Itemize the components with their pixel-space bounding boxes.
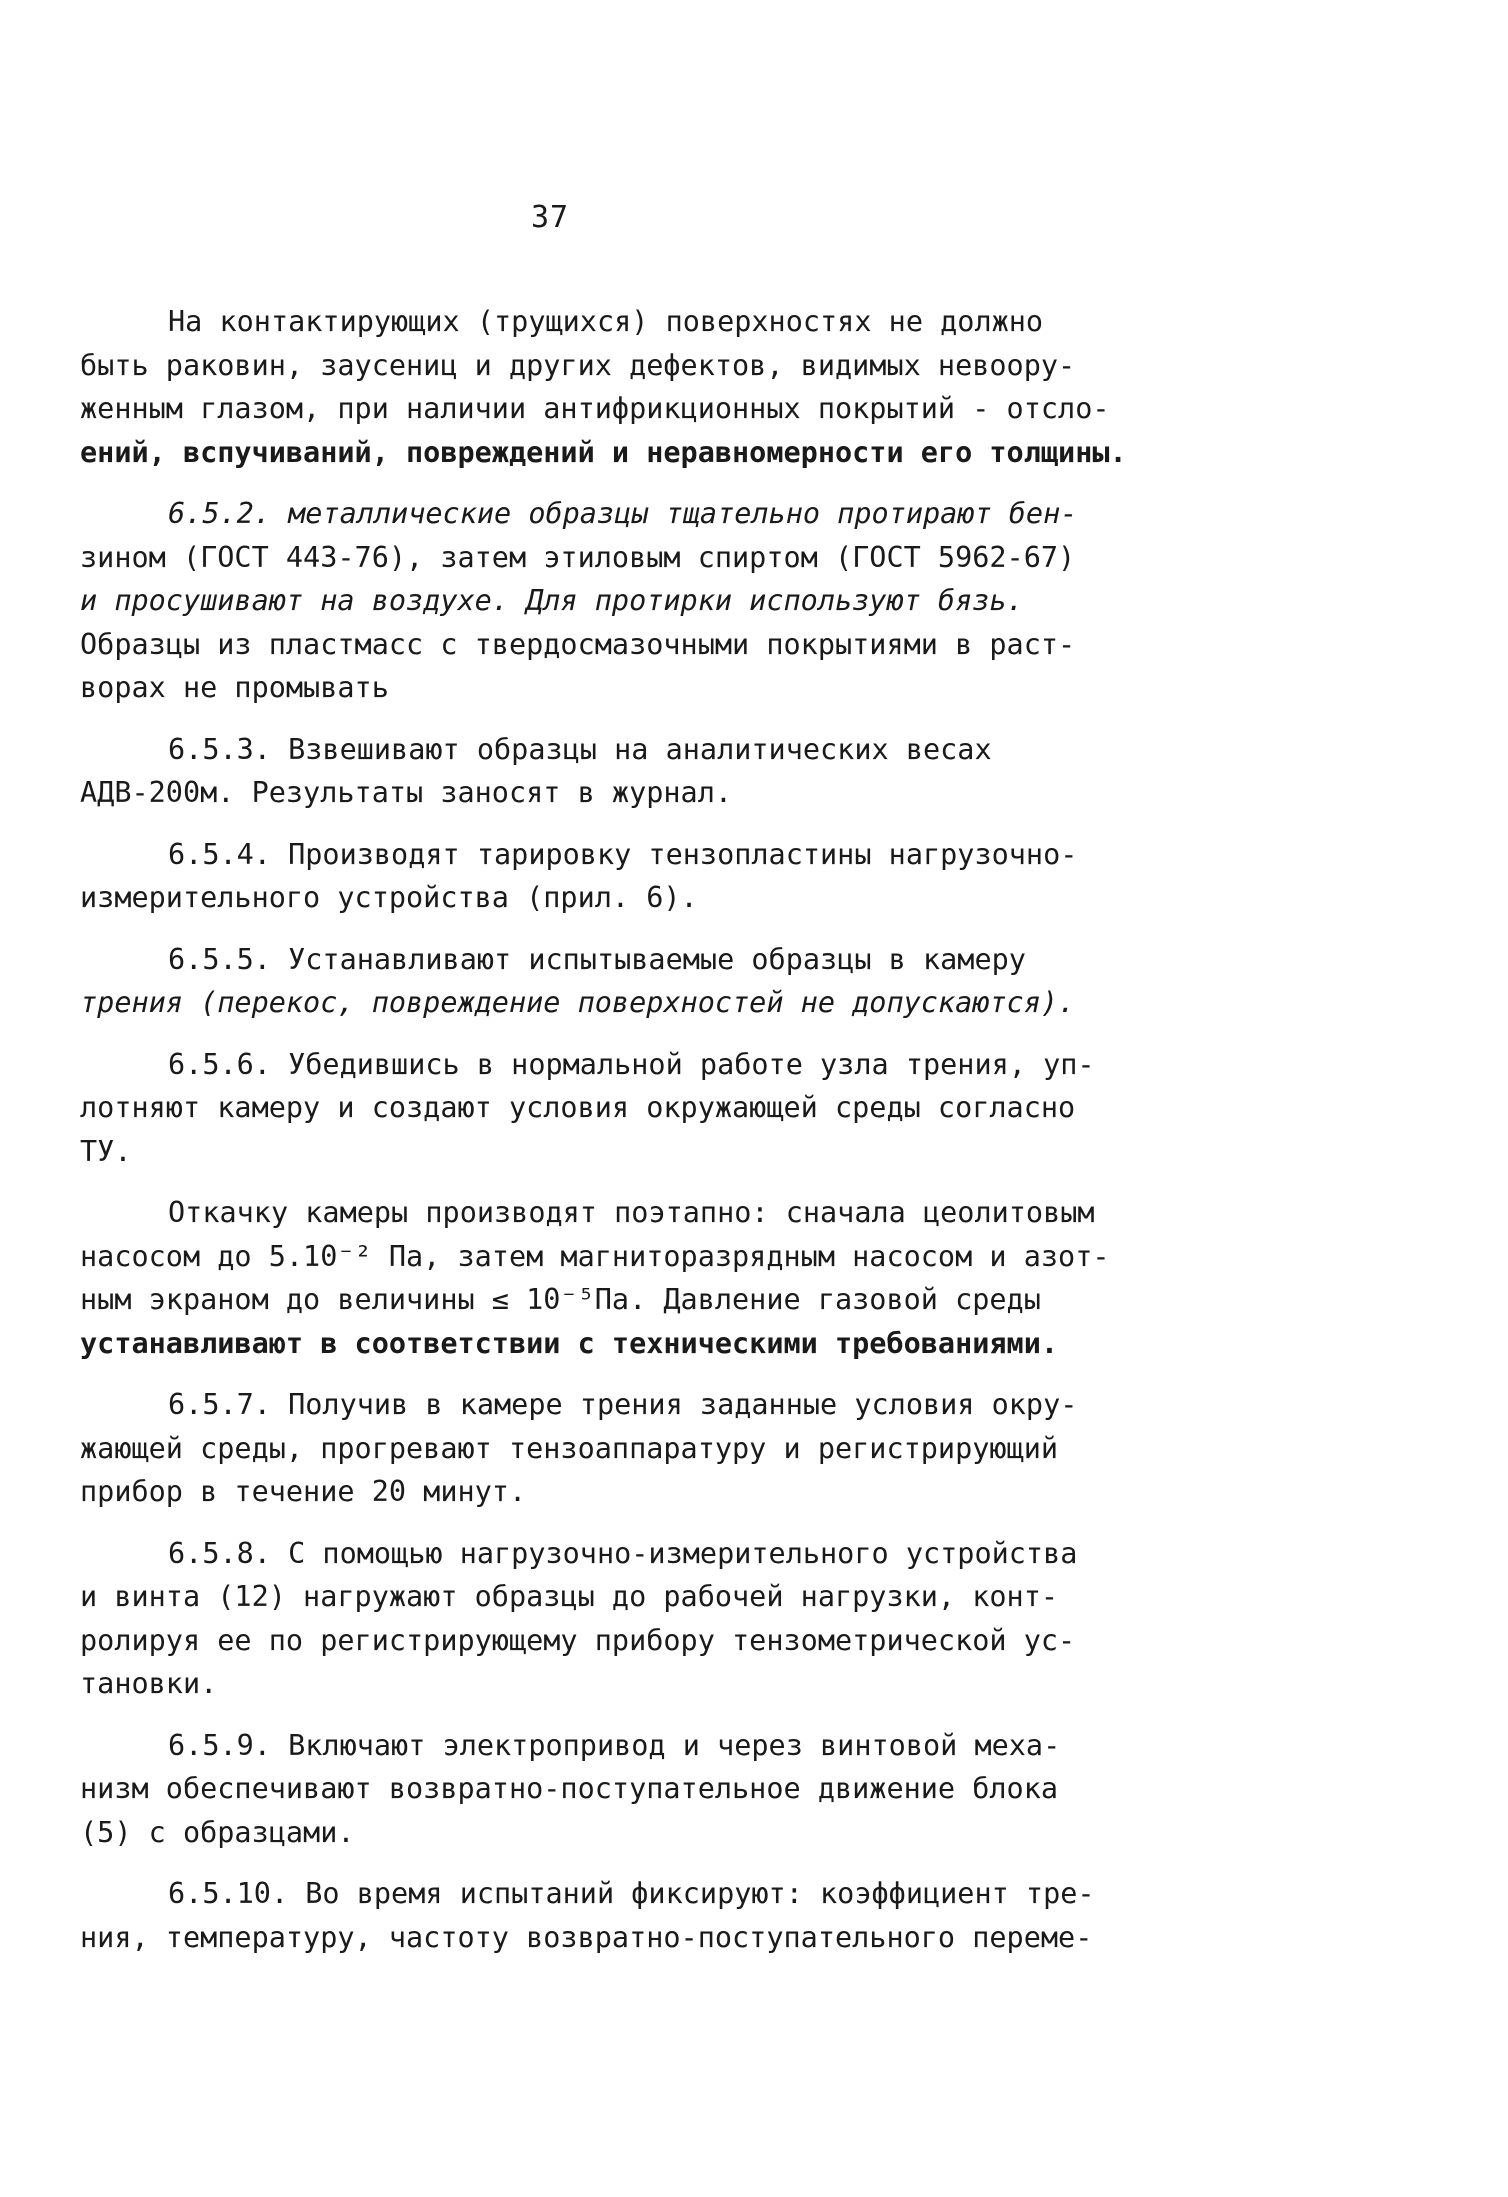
text-line: 6.5.6. Убедившись в нормальной работе узла трения, уп- xyxy=(168,1047,1095,1081)
text-line: прибор в течение 20 минут. xyxy=(80,1475,527,1508)
text-line: жающей среды, прогревают тензоаппаратуру и регистрирующий xyxy=(80,1431,1059,1465)
text-line: 6.5.3. Взвешивают образцы на аналитических весах xyxy=(168,732,992,766)
text-line: измерительного устройства (прил. 6). xyxy=(80,881,698,914)
text-line: 6.5.5. Устанавливают испытываемые образцы в камеру xyxy=(168,942,1026,976)
text-line: ТУ. xyxy=(80,1134,132,1168)
text-line: и просушивают на воздухе. Для протирки используют бязь. xyxy=(80,584,1024,617)
paragraph-6-5-9 xyxy=(80,1724,1180,1855)
text-line: 6.5.4. Производят тарировку тензопластины нагрузочно- xyxy=(168,837,1078,871)
text-line: ным экраном до величины ≤ 10⁻⁵Па. Давление газовой среды xyxy=(80,1283,1041,1316)
page-number: 37 xyxy=(530,200,570,235)
paragraph-surfaces xyxy=(80,300,1180,474)
text-line: 6.5.9. Включают электропривод и через винтовой меха- xyxy=(168,1728,1061,1762)
paragraph-6-5-6 xyxy=(80,1043,1180,1174)
paragraph-6-5-7 xyxy=(80,1383,1180,1514)
text-line: Образцы из пластмасс с твердосмазочными покрытиями в раст- xyxy=(80,627,1076,661)
text-line: и винта (12) нагружают образцы до рабочей нагрузки, конт- xyxy=(80,1580,1059,1613)
text-line: 6.5.8. С помощью нагрузочно-измерительного устройства xyxy=(168,1536,1078,1570)
text-line: На контактирующих (трущихся) поверхностях не должно xyxy=(168,305,1044,338)
text-line: быть раковин, заусениц и других дефектов, видимых невоору- xyxy=(80,348,1076,382)
text-line: 6.5.7. Получив в камере трения заданные условия окру- xyxy=(168,1388,1078,1421)
text-line: женным глазом, при наличии антифрикционных покрытий - отсло- xyxy=(80,392,1110,425)
paragraph-pumping xyxy=(80,1191,1180,1365)
text-line: тановки. xyxy=(80,1667,218,1700)
text-line: ворах не промывать xyxy=(80,671,389,704)
text-line: 6.5.10. Во время испытаний фиксируют: коэффициент тре- xyxy=(168,1877,1095,1910)
paragraph-6-5-8 xyxy=(80,1532,1180,1706)
text-line: Откачку камеры производят поэтапно: сначала цеолитовым xyxy=(168,1196,1095,1229)
paragraph-6-5-5 xyxy=(80,938,1180,1025)
text-line: устанавливают в соответствии с техническими требованиями. xyxy=(80,1326,1059,1360)
text-line: зином (ГОСТ 443-76), затем этиловым спиртом (ГОСТ 5962-67) xyxy=(80,540,1076,574)
text-line: ролируя ее по регистрирующему прибору тензометрической ус- xyxy=(80,1623,1076,1657)
paragraph-6-5-3 xyxy=(80,728,1180,815)
body-text xyxy=(80,300,1180,1977)
text-line: низм обеспечивают возвратно-поступательное движение блока xyxy=(80,1772,1059,1805)
text-line: насосом до 5.10⁻² Па, затем магниторазрядным насосом и азот- xyxy=(80,1239,1110,1273)
text-line: 6.5.2. металлические образцы тщательно протирают бен- xyxy=(168,497,1078,530)
text-line: лотняют камеру и создают условия окружающей среды согласно xyxy=(80,1091,1076,1124)
text-line: трения (перекос, повреждение поверхностей не допускаются). xyxy=(80,986,1076,1019)
text-line: ния, температуру, частоту возвратно-поступательного переме- xyxy=(80,1920,1093,1954)
paragraph-6-5-4 xyxy=(80,833,1180,920)
text-line: АДВ-200м. Результаты заносят в журнал. xyxy=(80,776,733,809)
text-line: ений, вспучиваний, повреждений и неравномерности его толщины. xyxy=(80,435,1127,469)
paragraph-6-5-10 xyxy=(80,1872,1180,1959)
text-line: (5) с образцами. xyxy=(80,1815,355,1849)
paragraph-6-5-2 xyxy=(80,492,1180,710)
